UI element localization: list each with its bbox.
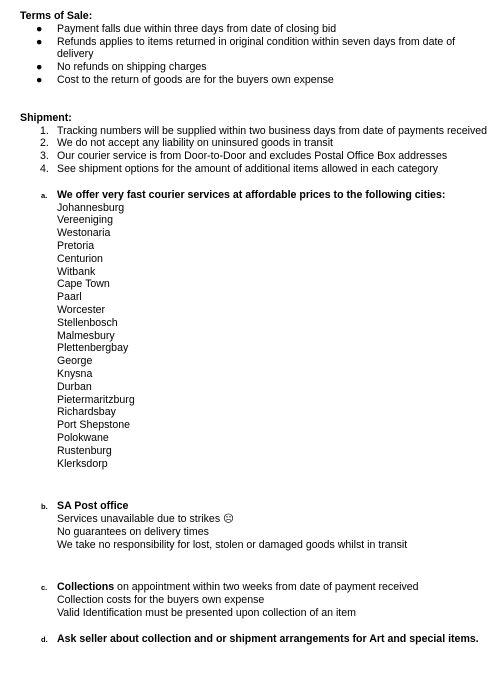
city-item: George (57, 355, 93, 368)
bullet-icon: ● (36, 22, 43, 35)
document (20, 10, 490, 646)
city-item: Knysna (57, 367, 93, 380)
collections-line: Collection costs for the buyers own expense (57, 594, 265, 607)
ask-seller-section (20, 633, 490, 646)
terms-heading: Terms of Sale: (20, 10, 93, 22)
city-item: Pietermaritzburg (57, 393, 135, 406)
collections-line: Valid Identification must be presented upon collection of an item (57, 607, 356, 620)
ask-seller-title: Ask seller about collection and or shipment arrangements for Art and special items. (57, 632, 479, 645)
city-item: Worcester (57, 303, 106, 316)
item-number: 4. (40, 162, 49, 175)
city-list (57, 202, 490, 471)
shipment-item-text: We do not accept any liability on uninsured goods in transit (57, 137, 333, 150)
section-letter: b. (41, 502, 48, 512)
section-letter: a. (41, 190, 48, 200)
shipment-item (20, 150, 490, 163)
collections-title: Collections (57, 581, 115, 594)
post-office-line: No guarantees on delivery times (57, 525, 209, 538)
item-number: 2. (40, 137, 49, 150)
post-office-section (20, 500, 490, 551)
collections-section (20, 581, 490, 619)
city-item: Westonaria (57, 227, 111, 240)
city-item: Centurion (57, 252, 103, 265)
city-item: Witbank (57, 265, 96, 278)
bullet-icon: ● (36, 35, 43, 48)
city-item: Cape Town (57, 278, 110, 291)
shipment-item-text: Tracking numbers will be supplied within two business days from date of payments received (57, 124, 488, 137)
city-item: Richardsbay (57, 406, 116, 419)
city-item: Malmesbury (57, 329, 115, 342)
terms-item (20, 74, 490, 87)
shipment-heading: Shipment: (20, 111, 72, 124)
post-office-line: Services unavailable due to strikes ☹ (57, 513, 235, 526)
city-item: Polokwane (57, 431, 109, 444)
terms-item (20, 36, 490, 62)
city-item: Plettenbergbay (57, 342, 129, 355)
terms-item-text: Refunds applies to items returned in original condition within seven days from date of delivery (57, 35, 456, 61)
terms-item (20, 23, 490, 36)
collections-title-rest: on appointment within two weeks from date of payment received (114, 581, 419, 594)
city-item: Port Shepstone (57, 419, 131, 432)
city-item: Rustenburg (57, 444, 112, 457)
post-office-lines (57, 513, 490, 551)
terms-item-text: No refunds on shipping charges (57, 61, 207, 74)
city-item: Vereeniging (57, 214, 113, 227)
city-item: Pretoria (57, 239, 95, 252)
terms-item (20, 61, 490, 74)
shipment-item (20, 163, 490, 176)
shipment-item (20, 125, 490, 138)
terms-list (20, 23, 490, 87)
city-item: Durban (57, 380, 92, 393)
courier-section (20, 189, 490, 471)
section-letter: c. (41, 583, 48, 593)
city-item: Paarl (57, 291, 82, 304)
shipment-list (20, 125, 490, 176)
item-number: 1. (40, 124, 49, 137)
city-item: Klerksdorp (57, 457, 108, 470)
section-letter: d. (41, 634, 48, 644)
city-item: Stellenbosch (57, 316, 118, 329)
terms-item-text: Cost to the return of goods are for the buyers own expense (57, 73, 334, 86)
post-office-line: We take no responsibility for lost, stolen or damaged goods whilst in transit (57, 538, 408, 551)
courier-title: We offer very fast courier services at affordable prices to the following cities: (57, 188, 446, 201)
shipment-item-text: Our courier service is from Door-to-Door and excludes Postal Office Box addresses (57, 150, 448, 163)
collections-lines (57, 594, 490, 620)
bullet-icon: ● (36, 61, 43, 74)
shipment-item (20, 137, 490, 150)
shipment-item-text: See shipment options for the amount of additional items allowed in each category (57, 162, 439, 175)
city-item: Johannesburg (57, 201, 125, 214)
item-number: 3. (40, 150, 49, 163)
bullet-icon: ● (36, 73, 43, 86)
terms-item-text: Payment falls due within three days from date of closing bid (57, 22, 337, 35)
collections-title-line (57, 581, 490, 594)
post-office-title: SA Post office (57, 500, 129, 513)
